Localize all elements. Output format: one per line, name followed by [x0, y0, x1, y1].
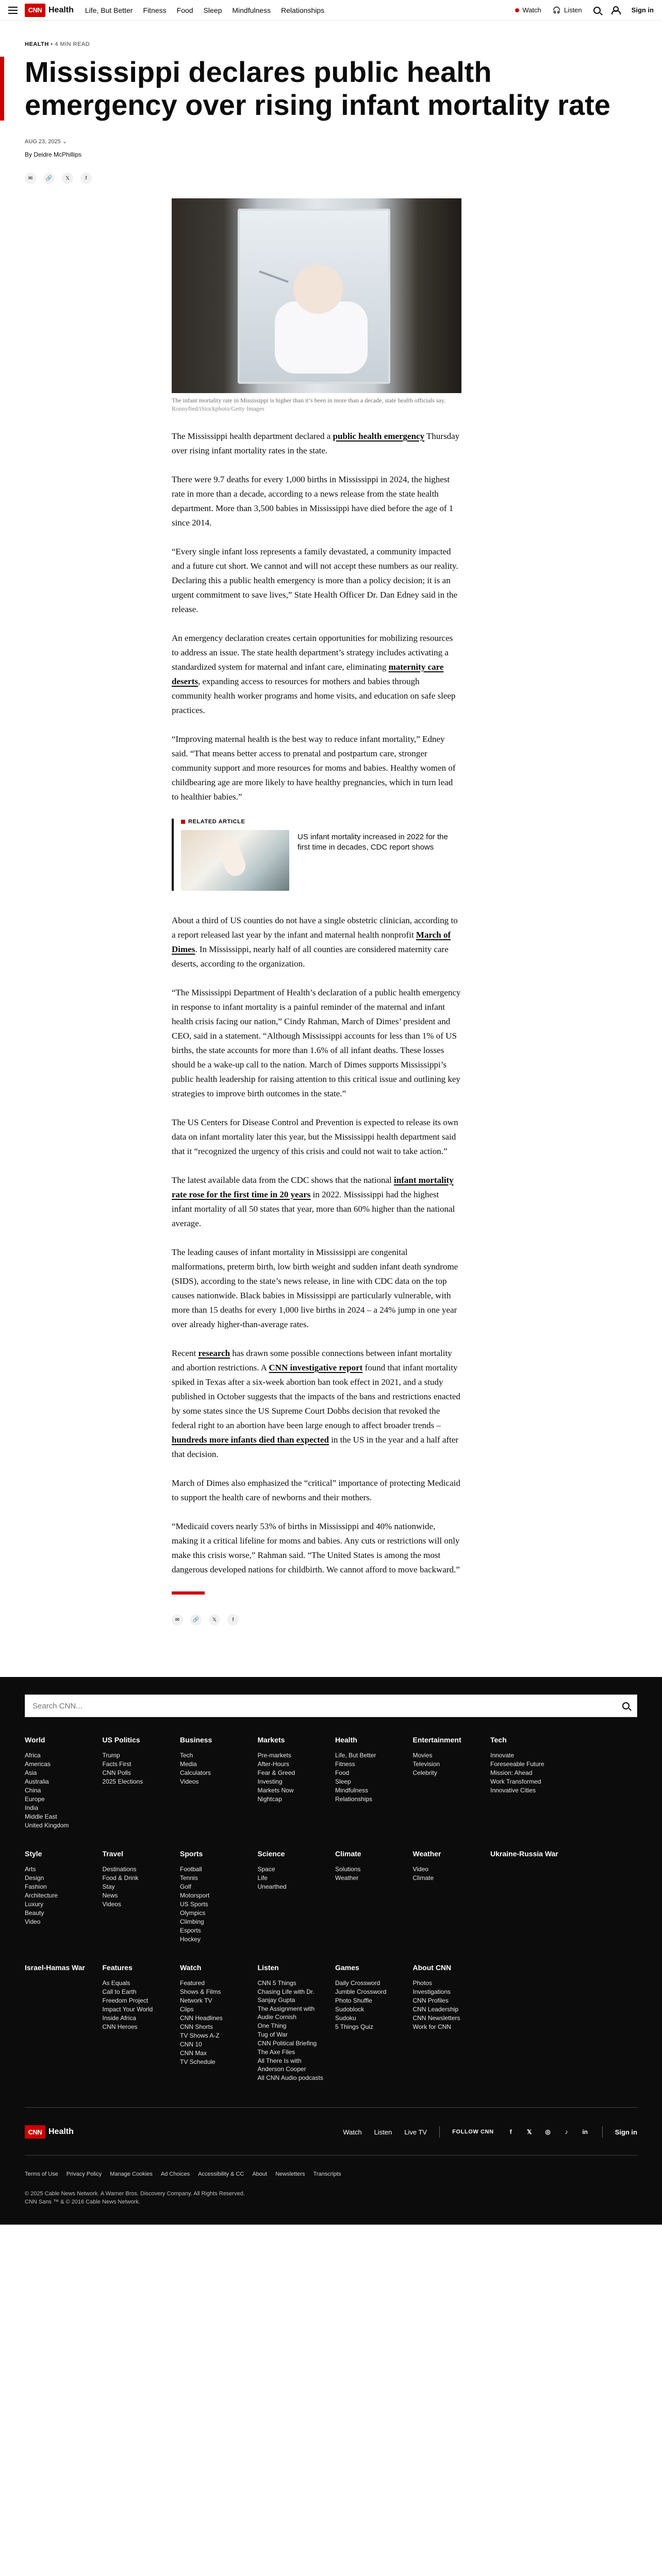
footer-link[interactable]: TV Schedule	[180, 2058, 216, 2065]
sign-in-link[interactable]: Sign in	[631, 6, 654, 14]
legal-link[interactable]: Manage Cookies	[110, 2171, 153, 2177]
listen-button[interactable]	[553, 6, 582, 14]
footer-link[interactable]: Space	[257, 1866, 275, 1873]
footer-listen-link[interactable]: Listen	[374, 2128, 392, 2136]
byline[interactable]: By Deidre McPhillips	[25, 151, 82, 158]
footer-link[interactable]: Life	[257, 1874, 268, 1882]
footer-section-name: Health	[48, 2127, 74, 2136]
footer-link[interactable]: Photo Shuffle	[335, 1997, 372, 2004]
public-health-emergency-link[interactable]: public health emergency	[333, 431, 425, 441]
footer-column-title[interactable]: Style	[25, 1850, 42, 1858]
text-run: Recent	[172, 1348, 198, 1358]
footer-link[interactable]: Mindfulness	[335, 1787, 369, 1794]
march-of-dimes-link[interactable]: March of Dimes	[172, 930, 451, 954]
facebook-share-icon[interactable]: f	[227, 1614, 239, 1625]
footer-link[interactable]: All There Is with Anderson Cooper	[257, 2057, 306, 2073]
footer-link[interactable]: Calculators	[180, 1769, 211, 1776]
footer-link[interactable]: Pre-markets	[257, 1752, 291, 1759]
footer-column-title[interactable]: Business	[180, 1736, 212, 1744]
email-share-icon[interactable]: ✉	[25, 173, 36, 184]
footer-link[interactable]: Fitness	[335, 1760, 355, 1768]
section-name[interactable]: Health	[48, 5, 74, 14]
footer-column	[258, 1850, 327, 1944]
footer-link[interactable]: Work Transformed	[490, 1778, 541, 1785]
footer-link[interactable]: News	[102, 1892, 118, 1899]
footer-column	[25, 1736, 94, 1830]
infant-head-shape	[293, 264, 343, 314]
paragraph	[172, 913, 461, 971]
hero-credit: Ronnyfied/iStockphoto/Getty Images	[172, 405, 264, 412]
footer-link[interactable]: Sleep	[335, 1778, 351, 1785]
footer-column	[335, 1963, 405, 2082]
footer-link[interactable]: CNN Shorts	[180, 2023, 213, 2030]
footer-link[interactable]: Investigations	[412, 1988, 451, 1995]
footer-link[interactable]: Featured	[180, 1979, 205, 1987]
paragraph: “Medicaid covers nearly 53% of births in Mississippi and 40% nationwide, making it a critical lifeline for moms and babies. Any cuts or restrictions will only make this crisis worse,” Rahman said. “The United States is among the most dangerous developed nations for childbirth. We cannot afford to move backward.”	[172, 1521, 460, 1574]
research-link[interactable]: research	[198, 1348, 230, 1358]
footer-link[interactable]: Sudoku	[335, 2014, 356, 2022]
footer-link[interactable]: The Assignment with Audie Cornish	[257, 2005, 315, 2021]
article-body	[172, 198, 461, 1625]
page-title: Mississippi declares public health emergency over rising infant mortality rate	[25, 56, 637, 122]
text-run: has drawn some possible connections between infant mortality and abortion restrictions. A	[172, 1348, 452, 1372]
nav-link-sleep[interactable]: Sleep	[203, 6, 222, 14]
copyright-line: CNN Sans ™ & © 2016 Cable News Network.	[25, 2199, 140, 2205]
nav-link-relationships[interactable]: Relationships	[281, 6, 325, 14]
footer-link[interactable]: India	[25, 1804, 39, 1811]
paragraph: “Improving maternal health is the best way to reduce infant mortality,” Edney said. “That means better access to prenatal and postpartum care, stronger community support and more resources for moms and babies. Healthy women of childbearing age are more likely to have healthy pregnancies, which in turn lead to healthier babies.”	[172, 734, 456, 802]
legal-section	[25, 2155, 637, 2206]
footer-column-title[interactable]: Weather	[412, 1850, 441, 1858]
nav-link-life-but-better[interactable]: Life, But Better	[85, 6, 133, 14]
footer-link[interactable]: Inside Africa	[102, 2014, 136, 2022]
facebook-share-icon[interactable]: f	[80, 173, 92, 184]
footer-link[interactable]: Americas	[25, 1760, 51, 1768]
paragraph: There were 9.7 deaths for every 1,000 births in Mississippi in 2024, the highest rate in more than a decade, according to a news release from the state health department. More than 3,500 babies in Mississippi have died before the age of 1 since 2014.	[172, 474, 454, 528]
footer-live-tv-link[interactable]: Live TV	[404, 2128, 427, 2136]
text-run: , expanding access to resources for mothers and babies through community health worker programs and home visits, and education on safe sleep practices.	[172, 676, 456, 715]
watch-label: Watch	[522, 6, 541, 14]
paragraph	[172, 1173, 461, 1231]
text-run: found that infant mortality spiked in Texas after a six-week abortion ban took effect in 2021, and a study published in October suggests that the impacts of the bans and restrictions enacted by some states since the US Supreme Court Dobbs decision that revoked the federal right to an abortion have been large enough to affect broader trends –	[172, 1363, 460, 1430]
related-article	[172, 819, 461, 891]
footer-link[interactable]: Photos	[412, 1979, 432, 1987]
footer-column	[413, 1850, 483, 1944]
footer-link[interactable]: Chasing Life with Dr. Sanjay Gupta	[257, 1988, 315, 2004]
footer-column-title[interactable]: Entertainment	[412, 1736, 461, 1744]
footer-column	[103, 1736, 172, 1830]
footer-column-title[interactable]: World	[25, 1736, 45, 1744]
search-icon[interactable]	[622, 1702, 630, 1709]
footer-column-title[interactable]: Israel-Hamas War	[25, 1963, 85, 1972]
follow-cnn-label: FOLLOW CNN	[452, 2129, 494, 2135]
footer-link[interactable]: Investing	[257, 1778, 283, 1785]
cnn-investigative-report-link[interactable]: CNN investigative report	[269, 1363, 363, 1372]
paragraph	[172, 429, 461, 458]
listen-label: Listen	[564, 6, 582, 14]
footer-column-title[interactable]: Features	[102, 1963, 133, 1972]
related-article-label	[181, 819, 461, 825]
footer-link[interactable]: Fear & Greed	[257, 1769, 295, 1776]
cnn-logo[interactable]: CNN	[25, 4, 45, 17]
footer-column	[25, 1850, 94, 1944]
footer-link[interactable]: Design	[25, 1874, 44, 1882]
footer-link[interactable]: Arts	[25, 1866, 36, 1873]
breadcrumb-section[interactable]: HEALTH	[25, 41, 49, 47]
footer-link[interactable]: Asia	[25, 1769, 37, 1776]
footer-link[interactable]: CNN Newsletters	[412, 2014, 460, 2022]
footer-link[interactable]: Daily Crossword	[335, 1979, 380, 1987]
footer-link[interactable]: The Axe Files	[257, 2048, 295, 2056]
related-label-text: RELATED ARTICLE	[188, 819, 245, 825]
hero-caption-text: The infant mortality rate in Mississippi is higher than it’s been in more than a decade, state health officials say.	[172, 397, 446, 404]
footer-watch-link[interactable]: Watch	[343, 2128, 362, 2136]
footer-link[interactable]: Beauty	[25, 1909, 44, 1917]
footer-link[interactable]: CNN 10	[180, 2041, 202, 2048]
paragraph: “The Mississippi Department of Health’s declaration of a public health emergency in response to infant mortality is a painful reminder of the maternal and infant health crisis facing our nation,” Cindy Rahman, March of Dimes’ president and CEO, said in a statement. “Although Mississippi accounts for less than 1% of US births, the state accounts for more than 1.6% of all infant deaths. These losses should be a wake-up call to the nation. March of Dimes supports Mississippi’s public health leadership for raising attention to this critical issue and outlining key strategies to improve birth outcomes in the state.”	[172, 988, 461, 1098]
infant-mortality-rate-link[interactable]: infant mortality rate rose for the first time in 20 years	[172, 1175, 454, 1199]
tiktok-icon[interactable]: ♪	[565, 2128, 568, 2136]
footer-column	[258, 1963, 327, 2082]
top-nav	[0, 0, 662, 21]
footer-search	[25, 1694, 637, 1717]
footer-link[interactable]: Movies	[412, 1752, 433, 1759]
footer-column-title[interactable]: US Politics	[102, 1736, 140, 1744]
footer-link[interactable]: Solutions	[335, 1866, 361, 1873]
footer-link[interactable]: Football	[180, 1866, 202, 1873]
footer-column	[335, 1850, 405, 1944]
footer-link[interactable]: US Sports	[180, 1901, 208, 1908]
footer-bar	[25, 2107, 637, 2139]
legal-link[interactable]: Accessibility & CC	[198, 2171, 244, 2177]
breadcrumb-separator: •	[51, 41, 55, 47]
footer-link[interactable]: CNN Profiles	[412, 1997, 449, 2004]
legal-link[interactable]: Ad Choices	[160, 2171, 190, 2177]
footer-link[interactable]: CNN Polls	[102, 1769, 131, 1776]
maternity-care-deserts-link[interactable]: maternity care deserts	[172, 662, 444, 686]
headphones-icon: 🎧	[552, 6, 561, 14]
footer-column	[413, 1963, 483, 2082]
footer-link[interactable]: All CNN Audio podcasts	[257, 2074, 323, 2081]
cnn-logo: CNN	[25, 2125, 45, 2139]
related-marker-icon	[181, 820, 185, 824]
footer-link[interactable]: Unearthed	[257, 1883, 287, 1890]
footer-link[interactable]: Innovative Cities	[490, 1787, 536, 1794]
link-share-icon[interactable]: 🔗	[43, 173, 55, 184]
legal-link[interactable]: About	[252, 2171, 268, 2177]
footer-link[interactable]: CNN Headlines	[180, 2014, 223, 2022]
footer-link[interactable]: Europe	[25, 1795, 45, 1803]
related-article-card[interactable]	[181, 830, 461, 891]
footer-link[interactable]: Tug of War	[257, 2031, 288, 2038]
footer-link[interactable]: Tech	[180, 1752, 193, 1759]
footer-column	[25, 1963, 94, 2082]
related-article-title[interactable]: US infant mortality increased in 2022 for the first time in decades, CDC report shows	[297, 833, 448, 852]
footer-column	[103, 1850, 172, 1944]
footer-link[interactable]: Olympics	[180, 1909, 206, 1917]
nav-link-food[interactable]: Food	[176, 6, 193, 14]
footer-column	[180, 1963, 250, 2082]
footer-link[interactable]: Nightcap	[257, 1795, 282, 1803]
footer-column-title[interactable]: Listen	[257, 1963, 279, 1972]
linkedin-icon[interactable]: in	[582, 2128, 588, 2136]
text-run: in the US in the year and a half after that decision.	[172, 1435, 459, 1459]
social-links	[506, 2127, 590, 2137]
footer-link[interactable]: Facts First	[102, 1760, 131, 1768]
footer-column-title[interactable]: Climate	[335, 1850, 361, 1858]
footer-link[interactable]: Destinations	[102, 1866, 137, 1873]
link-share-icon[interactable]: 🔗	[190, 1614, 202, 1625]
footer-column	[568, 1736, 638, 1830]
site-footer	[0, 1677, 662, 2225]
footer-link[interactable]: One Thing	[257, 2022, 287, 2029]
timestamp-text: AUG 23, 2025	[25, 139, 61, 145]
footer-link[interactable]: Videos	[102, 1901, 121, 1908]
legal-link[interactable]: Privacy Policy	[66, 2171, 102, 2177]
footer-link[interactable]: Trump	[102, 1752, 120, 1759]
footer-link[interactable]: Work for CNN	[412, 2023, 451, 2030]
footer-column	[490, 1736, 560, 1830]
footer-link[interactable]: Sudoblock	[335, 2006, 365, 2013]
footer-link[interactable]: Network TV	[180, 1997, 212, 2004]
paragraph: The leading causes of infant mortality in Mississippi are congenital malformations, preterm birth, low birth weight and sudden infant death syndrome (SIDS), according to the state’s news release, in line with CDC data on the top causes nationwide. Black babies in Mississippi are particularly vulnerable, with more than 15 deaths for every 1,000 live births in 2024 – a 24% jump in one year over already higher-than-average rates.	[172, 1247, 458, 1329]
legal-link[interactable]: Transcripts	[313, 2171, 341, 2177]
footer-column-title[interactable]: Games	[335, 1963, 359, 1972]
footer-link[interactable]: Architecture	[25, 1892, 58, 1899]
watch-button[interactable]	[515, 6, 541, 14]
menu-icon[interactable]	[8, 7, 18, 14]
footer-link[interactable]: CNN Leadership	[412, 2006, 459, 2013]
paragraph: “Every single infant loss represents a family devastated, a community impacted and a future cut short. We cannot and will not accept these numbers as our reality. Declaring this a public health emergency is more than a policy decision; it is an urgent commitment to save lives,” State Health Officer Dr. Dan Edney said in the release.	[172, 547, 458, 614]
footer-link[interactable]: Golf	[180, 1883, 192, 1890]
footer-link[interactable]: Innovate	[490, 1752, 515, 1759]
footer-link[interactable]: Shows & Films	[180, 1988, 221, 1995]
footer-bar-right	[343, 2126, 637, 2138]
paragraph: The US Centers for Disease Control and Prevention is expected to release its own data on infant mortality later this year, but the Mississippi health department said that it “recognized the urgency of this crisis and could not wait to take action.”	[172, 1117, 458, 1156]
read-time: 4 MIN READ	[55, 41, 90, 47]
nav-link-mindfulness[interactable]: Mindfulness	[232, 6, 271, 14]
footer-link[interactable]: Jumble Crossword	[335, 1988, 387, 1995]
footer-link[interactable]: Fashion	[25, 1883, 47, 1890]
text-run: in 2022. Mississippi had the highest infant mortality of all 50 states that year, more than 60% higher than the national average.	[172, 1190, 455, 1228]
footer-link-grid	[25, 1736, 637, 2082]
footer-link[interactable]: Life, But Better	[335, 1752, 376, 1759]
footer-link[interactable]: CNN Heroes	[102, 2023, 138, 2030]
footer-column	[180, 1850, 250, 1944]
footer-link[interactable]: Impact Your World	[102, 2006, 153, 2013]
footer-column	[568, 1850, 638, 1944]
x-icon[interactable]: 𝕏	[526, 2128, 532, 2136]
breadcrumb	[25, 41, 637, 47]
footer-link[interactable]: Hockey	[180, 1936, 201, 1943]
text-run: Thursday over rising infant mortality rates in the state.	[172, 431, 460, 455]
legal-link[interactable]: Newsletters	[275, 2171, 305, 2177]
footer-link[interactable]: Esports	[180, 1927, 201, 1934]
footer-link[interactable]: CNN Political Briefing	[257, 2040, 317, 2047]
footer-link[interactable]: CNN 5 Things	[257, 1979, 296, 1987]
footer-link[interactable]: Mission: Ahead	[490, 1769, 533, 1776]
footer-link[interactable]: Climbing	[180, 1918, 204, 1925]
text-run: The latest available data from the CDC shows that the national	[172, 1175, 394, 1185]
footer-link[interactable]: Middle East	[25, 1813, 57, 1820]
footer-column-title[interactable]: Health	[335, 1736, 357, 1744]
footer-link[interactable]: Weather	[335, 1874, 359, 1882]
nav-right	[515, 6, 654, 14]
footer-column-title[interactable]: Tech	[490, 1736, 507, 1744]
footer-link[interactable]: United Kingdom	[25, 1822, 69, 1829]
footer-link[interactable]: Call to Earth	[102, 1988, 137, 1995]
footer-link[interactable]: After-Hours	[257, 1760, 289, 1768]
footer-link[interactable]: CNN Max	[180, 2049, 207, 2057]
footer-link[interactable]: As Equals	[102, 1979, 130, 1987]
footer-link[interactable]: Motorsport	[180, 1892, 210, 1899]
x-share-icon[interactable]: 𝕏	[209, 1614, 220, 1625]
paragraph	[172, 1346, 461, 1462]
text-run: An emergency declaration creates certain opportunities for mobilizing resources to address an issue. The state health department’s strategy includes activating a standardized system for maternal and infant care, eliminating	[172, 633, 453, 672]
footer-logo[interactable]	[25, 2125, 74, 2139]
email-share-icon[interactable]: ✉	[172, 1614, 183, 1625]
footer-column-title[interactable]: Watch	[180, 1963, 202, 1972]
search-icon[interactable]	[593, 7, 601, 14]
footer-link[interactable]: Television	[412, 1760, 440, 1768]
share-row-bottom	[172, 1614, 461, 1625]
footer-link[interactable]: Freedom Project	[102, 1997, 148, 2004]
paragraph: March of Dimes also emphasized the “critical” importance of protecting Medicaid to support the health care of newborns and their mothers.	[172, 1478, 460, 1502]
footer-link[interactable]: China	[25, 1787, 41, 1794]
footer-search-input[interactable]	[32, 1702, 622, 1710]
footer-column-title[interactable]: Ukraine-Russia War	[490, 1850, 558, 1858]
share-row-top	[25, 173, 637, 184]
hero-image[interactable]	[172, 198, 461, 393]
copyright	[25, 2190, 637, 2206]
copyright-line: © 2025 Cable News Network. A Warner Bros. Discovery Company. All Rights Reserved.	[25, 2191, 245, 2197]
footer-column-title[interactable]: Markets	[257, 1736, 285, 1744]
paragraph	[172, 631, 461, 718]
footer-link[interactable]: Tennis	[180, 1874, 198, 1882]
footer-link[interactable]: Food & Drink	[102, 1874, 139, 1882]
headline-section	[0, 41, 662, 184]
footer-column-title[interactable]: Sports	[180, 1850, 203, 1858]
footer-link[interactable]: Stay	[102, 1883, 115, 1890]
timestamp	[25, 138, 637, 145]
footer-column-title[interactable]: Travel	[102, 1850, 123, 1858]
footer-column	[103, 1963, 172, 2082]
footer-link[interactable]: Relationships	[335, 1795, 373, 1803]
footer-link[interactable]: Media	[180, 1760, 197, 1768]
footer-link[interactable]: Africa	[25, 1752, 41, 1759]
footer-link[interactable]: Videos	[180, 1778, 199, 1785]
footer-divider	[439, 2126, 440, 2138]
footer-link[interactable]: Video	[412, 1866, 428, 1873]
facebook-icon[interactable]: f	[509, 2128, 512, 2136]
footer-link[interactable]: Video	[25, 1918, 41, 1925]
instagram-icon[interactable]: ◎	[545, 2128, 551, 2136]
footer-link[interactable]: Luxury	[25, 1901, 44, 1908]
hundreds-more-infants-link[interactable]: hundreds more infants died than expected	[172, 1435, 329, 1445]
text-run: The Mississippi health department declared a	[172, 431, 333, 441]
footer-link[interactable]: Australia	[25, 1778, 49, 1785]
footer-link[interactable]: TV Shows A-Z	[180, 2032, 220, 2039]
footer-link[interactable]: Food	[335, 1769, 350, 1776]
footer-divider	[602, 2126, 603, 2138]
text-run: About a third of US counties do not have a single obstetric clinician, according to a report released last year by the infant and maternal health nonprofit	[172, 916, 458, 940]
text-run: . In Mississippi, nearly half of all counties are considered maternity care deserts, according to the organization.	[172, 944, 449, 969]
article-end-rule	[172, 1591, 205, 1595]
footer-sign-in-link[interactable]: Sign in	[615, 2128, 637, 2136]
footer-link[interactable]: Foreseeable Future	[490, 1760, 544, 1768]
footer-column-title[interactable]: Science	[257, 1850, 285, 1858]
related-article-thumbnail[interactable]	[181, 830, 289, 891]
section-nav	[85, 6, 324, 14]
footer-column	[490, 1850, 560, 1944]
chevron-down-icon[interactable]: ⌄	[62, 139, 67, 145]
footer-link[interactable]: Markets Now	[257, 1787, 294, 1794]
legal-links	[25, 2171, 637, 2177]
footer-link[interactable]: 2025 Elections	[102, 1778, 143, 1785]
live-dot-icon	[515, 8, 519, 12]
user-icon[interactable]	[612, 6, 620, 14]
footer-link[interactable]: 5 Things Quiz	[335, 2023, 373, 2030]
footer-column	[258, 1736, 327, 1830]
footer-link[interactable]: Climate	[412, 1874, 434, 1882]
footer-column	[180, 1736, 250, 1830]
legal-link[interactable]: Terms of Use	[25, 2171, 58, 2177]
nav-link-fitness[interactable]: Fitness	[143, 6, 167, 14]
footer-column-title[interactable]: About CNN	[412, 1963, 452, 1972]
footer-column	[335, 1736, 405, 1830]
footer-column	[413, 1736, 483, 1830]
footer-link[interactable]: Clips	[180, 2006, 194, 2013]
x-share-icon[interactable]: 𝕏	[62, 173, 73, 184]
footer-link[interactable]: Celebrity	[412, 1769, 437, 1776]
hero-caption	[172, 396, 461, 413]
